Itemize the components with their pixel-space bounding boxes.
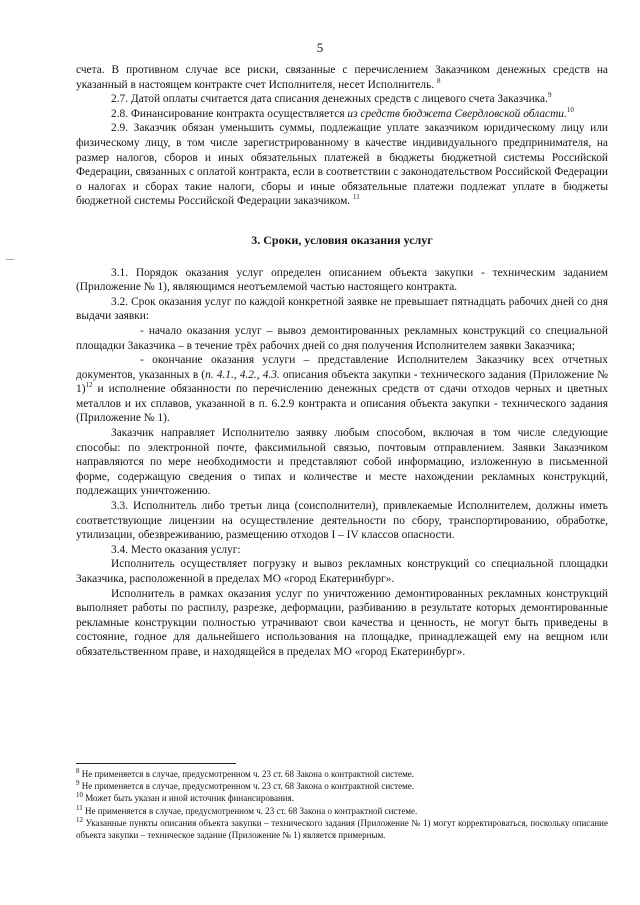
footnote-8: $^8$ Не применяется в случае, предусмотренном ч. 23 ст. 68 Закона о контрактной системе. <box>76 767 415 779</box>
paragraph-loading: Исполнитель осуществляет погрузку и вывоз рекламных конструкций со специальной площадки Заказчика, расположенной в пределах МО «город Екатеринбург». <box>76 558 608 585</box>
footnote-rule <box>76 763 236 764</box>
paragraph-payment-risks: счета. В противном случае все риски, связанные с перечислением Заказчиком денежных средств на указанный в настоящем контракте счет Исполнителя, несет Исполнитель. $^8$ <box>76 64 608 91</box>
document-body <box>76 63 608 660</box>
paragraph-3-2: 3.2. Срок оказания услуг по каждой конкретной заявке не превышает пятнадцать рабочих дней со дня выдачи заявки: <box>76 295 608 323</box>
footnote-ref-12[interactable]: 12 <box>85 381 93 390</box>
footnotes <box>76 763 608 841</box>
paragraph-2-8: 2.8. Финансирование контракта осуществляется из средств бюджета Свердловской области.$^{10}$ <box>111 105 574 120</box>
paragraph-service-end: - окончание оказания услуги – представление Исполнителем Заказчику всех отчетных документов, указанных в (п. 4.1., 4.2., 4.3. описания объекта закупки - технического задания (Приложение № 1)$^{12}$ и исполнение обязанности по перечислению денежных средств от сдачи отходов черных и цветных металлов и их сплавов, указанной в п. 6.2.9 контракта и описания объекта закупки - технического задания (Приложение № 1). <box>76 354 608 425</box>
footnote-11: $^{11}$ Не применяется в случае, предусмотренном ч. 23 ст. 68 Закона о контрактной системе. <box>76 803 418 816</box>
paragraph-requests: Заказчик направляет Исполнителю заявку любым способом, включая в том числе следующие способы: по электронной почте, факсимильной связью, почтовым отправлением. Заявки Заказчиком направляются по мере необходимости и представляют собой информацию, изложенную в письменной форме, содержащую сведения о типах и количестве и месте нахождении рекламных конструкций, подлежащих уничтожению. <box>76 427 608 498</box>
paragraph-2-9: 2.9. Заказчик обязан уменьшить суммы, подлежащие уплате заказчиком юридическому лицу или физическому лицу, в том числе зарегистрированному в качестве индивидуального предпринимателя, на размер налогов, сборов и иных обязательных платежей в бюджеты бюджетной системы Российской Федерации, связанных с оплатой контракта, если в соответствии с законодательством Российской Федерации о налогах и сборах такие налоги, сборы и иные обязательные платежи подлежат уплате в бюджеты бюджетной системы Российской Федерации заказчиком. $^{11}$ <box>76 122 608 208</box>
paragraph-2-7: 2.7. Датой оплаты считается дата списания денежных средств с лицевого счета Заказчика.$^9$ <box>111 91 552 106</box>
footnote-ref-11[interactable]: 11 <box>353 193 360 202</box>
footnote-ref-10[interactable]: 10 <box>566 105 574 114</box>
paragraph-3-4: 3.4. Место оказания услуг: <box>111 543 241 556</box>
footnote-12: $^{12}$ Указанные пункты описания объекта закупки – технического задания (Приложение № 1) могут корректироваться, поскольку описание объекта закупки – техническое задание (Приложение № 1) является примерным. <box>76 815 608 841</box>
footnote-9: $^9$ Не применяется в случае, предусмотренном ч. 23 ст. 68 Закона о контрактной системе. <box>76 779 415 792</box>
paragraph-service-start: - начало оказания услуг – вывоз демонтированных рекламных конструкций со специальной площадки Заказчика – в течение трёх рабочих дней со дня получения Исполнителем заявки Заказчика; <box>76 324 608 352</box>
footnote-10: $^{10}$ Может быть указан и иной источник финансирования. <box>76 791 295 804</box>
page-number: 5 <box>316 40 324 55</box>
paragraph-3-1: 3.1. Порядок оказания услуг определен описанием объекта закупки - техническим заданием (Приложение № 1), являющимся неотъемлемой частью настоящего контракта. <box>76 266 608 294</box>
margin-mark <box>6 259 14 260</box>
section-title: 3. Сроки, условия оказания услуг <box>251 232 433 247</box>
paragraph-3-3: 3.3. Исполнитель либо третьи лица (соисполнители), привлекаемые Исполнителем, должны иметь соответствующие лицензии на осуществление деятельности по сбору, транспортированию, обработке, утилизации, обезвреживанию, размещению отходов I – IV классов опасности. <box>76 500 608 542</box>
paragraph-destruction: Исполнитель в рамках оказания услуг по уничтожению демонтированных рекламных конструкций выполняет работы по распилу, разрезке, деформации, разбиванию в результате которых демонтированные рекламные конструкции полностью утрачивают свои качества и ценность, не могут быть приведены в состояние, годное для дальнейшего использования на площадке, принадлежащей ему на вещном или обязательственном праве, и находящейся в пределах МО «город Екатеринбург». <box>76 587 608 658</box>
footnote-ref-8[interactable]: 8 <box>437 76 441 85</box>
footnote-ref-9[interactable]: 9 <box>547 91 552 100</box>
